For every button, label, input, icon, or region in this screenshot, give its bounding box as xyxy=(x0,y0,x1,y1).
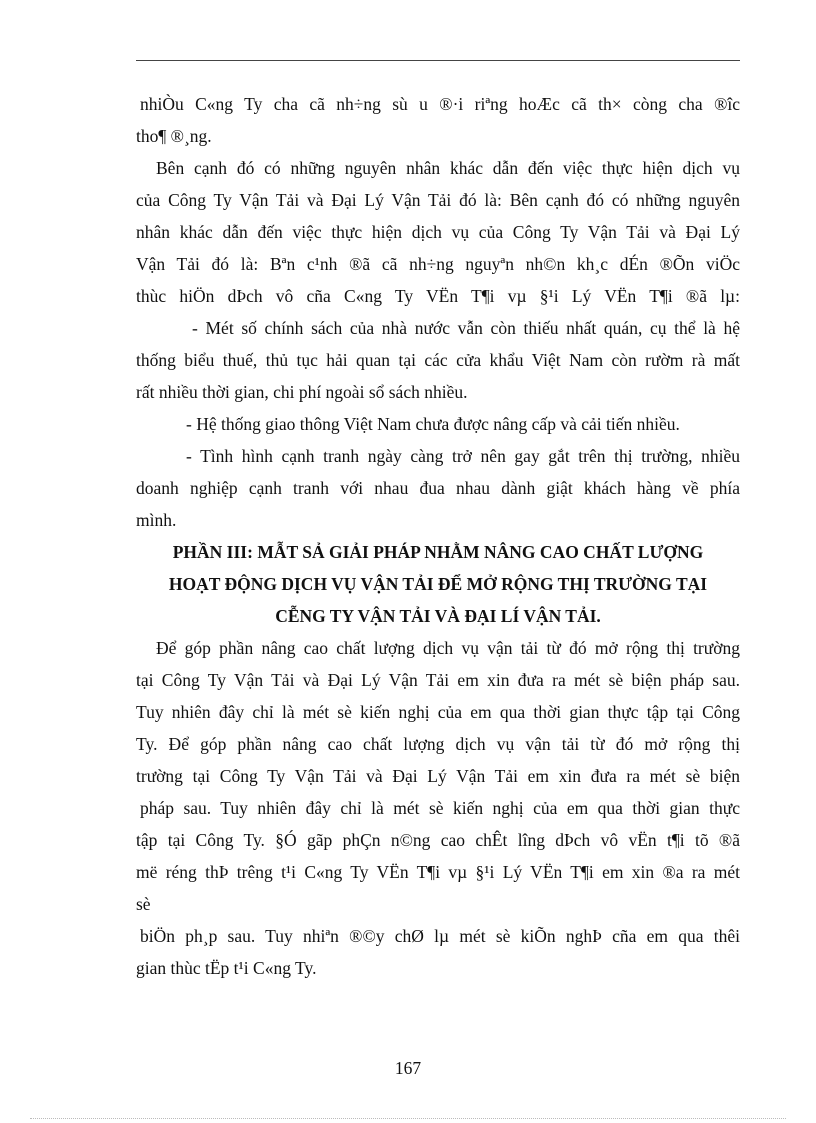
text-line: Bên cạnh đó có những nguyên nhân khác dẫn đến việc thực hiện dịch vụ xyxy=(156,158,740,178)
text-line: của Công Ty Vận Tải và Đại Lý Vận Tải đó là: Bên cạnh đó có những nguyên xyxy=(136,190,740,210)
text-line: - Tình hình cạnh tranh ngày càng trở nên gay gắt trên thị trường, nhiều xyxy=(186,446,740,466)
text-line: - Hệ thống giao thông Việt Nam chưa được nâng cấp và cải tiến nhiều. xyxy=(186,414,680,434)
paragraph xyxy=(136,920,740,984)
heading-line: PHẦN III: MẪT SẢ GIẢI PHÁP NHẰM NÂNG CAO CHẤT LƯỢNG xyxy=(172,542,704,562)
text-line: thống biểu thuế, thủ tục hải quan tại các cửa khẩu Việt Nam còn rườm rà mất xyxy=(136,350,740,370)
paragraph xyxy=(136,88,740,152)
text-line: Ty. Để góp phần nâng cao chất lượng dịch vụ vận tải từ đó mở rộng thị xyxy=(136,734,740,754)
text-line: - Mét số chính sách của nhà nước vẫn còn thiếu nhất quán, cụ thể là hệ xyxy=(192,318,740,338)
paragraph xyxy=(136,632,740,920)
paragraphs-before-heading xyxy=(136,88,740,536)
paragraph xyxy=(136,440,740,536)
page-number: 167 xyxy=(394,1058,422,1078)
heading-line: CỄNG TY VẬN TẢI VÀ ĐẠI LÍ VẬN TẢI. xyxy=(275,606,601,626)
text-line: rất nhiều thời gian, chi phí ngoài sổ sách nhiều. xyxy=(136,382,468,402)
text-line: më réng thÞ trêng t¹i C«ng Ty VËn T¶i vµ §¹i Lý VËn T¶i em xin ®a ra mét xyxy=(136,862,740,882)
text-line: doanh nghiệp cạnh tranh với nhau đua nhau dành giật khách hàng về phía xyxy=(136,478,740,498)
text-line: sè xyxy=(136,894,151,914)
paragraph xyxy=(136,408,740,440)
text-line: gian thùc tËp t¹i C«ng Ty. xyxy=(136,958,317,978)
text-line: nhiÒu C«ng Ty cha cã nh÷ng sù u ®·i riªng hoÆc cã th× còng cha ®îc xyxy=(140,94,740,114)
footer-dotted-rule xyxy=(30,1118,786,1119)
paragraph xyxy=(136,152,740,312)
paragraph xyxy=(136,312,740,408)
section-heading xyxy=(136,536,740,632)
text-line: Vận Tải đó là: Bªn c¹nh ®ã cã nh÷ng nguyªn nh©n kh¸c dÉn ®Õn viÖc xyxy=(136,254,740,274)
text-line: trường tại Công Ty Vận Tải và Đại Lý Vận Tải em xin đưa ra mét sè biện xyxy=(136,766,740,786)
body-text xyxy=(136,88,740,984)
text-line: tại Công Ty Vận Tải và Đại Lý Vận Tải em xin đưa ra mét sè biện pháp sau. xyxy=(136,670,740,690)
header-rule xyxy=(136,60,740,61)
text-line: Tuy nhiên đây chỉ là mét sè kiến nghị của em qua thời gian thực tập tại Công xyxy=(136,702,740,722)
heading-line: HOẠT ĐỘNG DỊCH VỤ VẬN TẢI ĐỂ MỞ RỘNG THỊ TRƯỜNG TẠI xyxy=(168,574,708,594)
text-line: tho¶ ®¸ng. xyxy=(136,126,212,146)
text-line: biÖn ph¸p sau. Tuy nhiªn ®©y chØ lµ mét sè kiÕn nghÞ cña em qua thêi xyxy=(140,926,740,946)
text-line: tập tại Công Ty. §Ó gãp phÇn n©ng cao chÊt lîng dÞch vô vËn t¶i tõ ®ã xyxy=(136,830,740,850)
text-line: mình. xyxy=(136,510,177,530)
text-line: nhân khác dẫn đến việc thực hiện dịch vụ của Công Ty Vận Tải và Đại Lý xyxy=(136,222,740,242)
text-line: pháp sau. Tuy nhiên đây chỉ là mét sè kiến nghị của em qua thời gian thực xyxy=(140,798,740,818)
text-line: thùc hiÖn dÞch vô cña C«ng Ty VËn T¶i vµ §¹i Lý VËn T¶i ®ã lµ: xyxy=(136,286,740,306)
paragraphs-after-heading xyxy=(136,632,740,984)
text-line: Để góp phần nâng cao chất lượng dịch vụ vận tải từ đó mở rộng thị trường xyxy=(156,638,740,658)
